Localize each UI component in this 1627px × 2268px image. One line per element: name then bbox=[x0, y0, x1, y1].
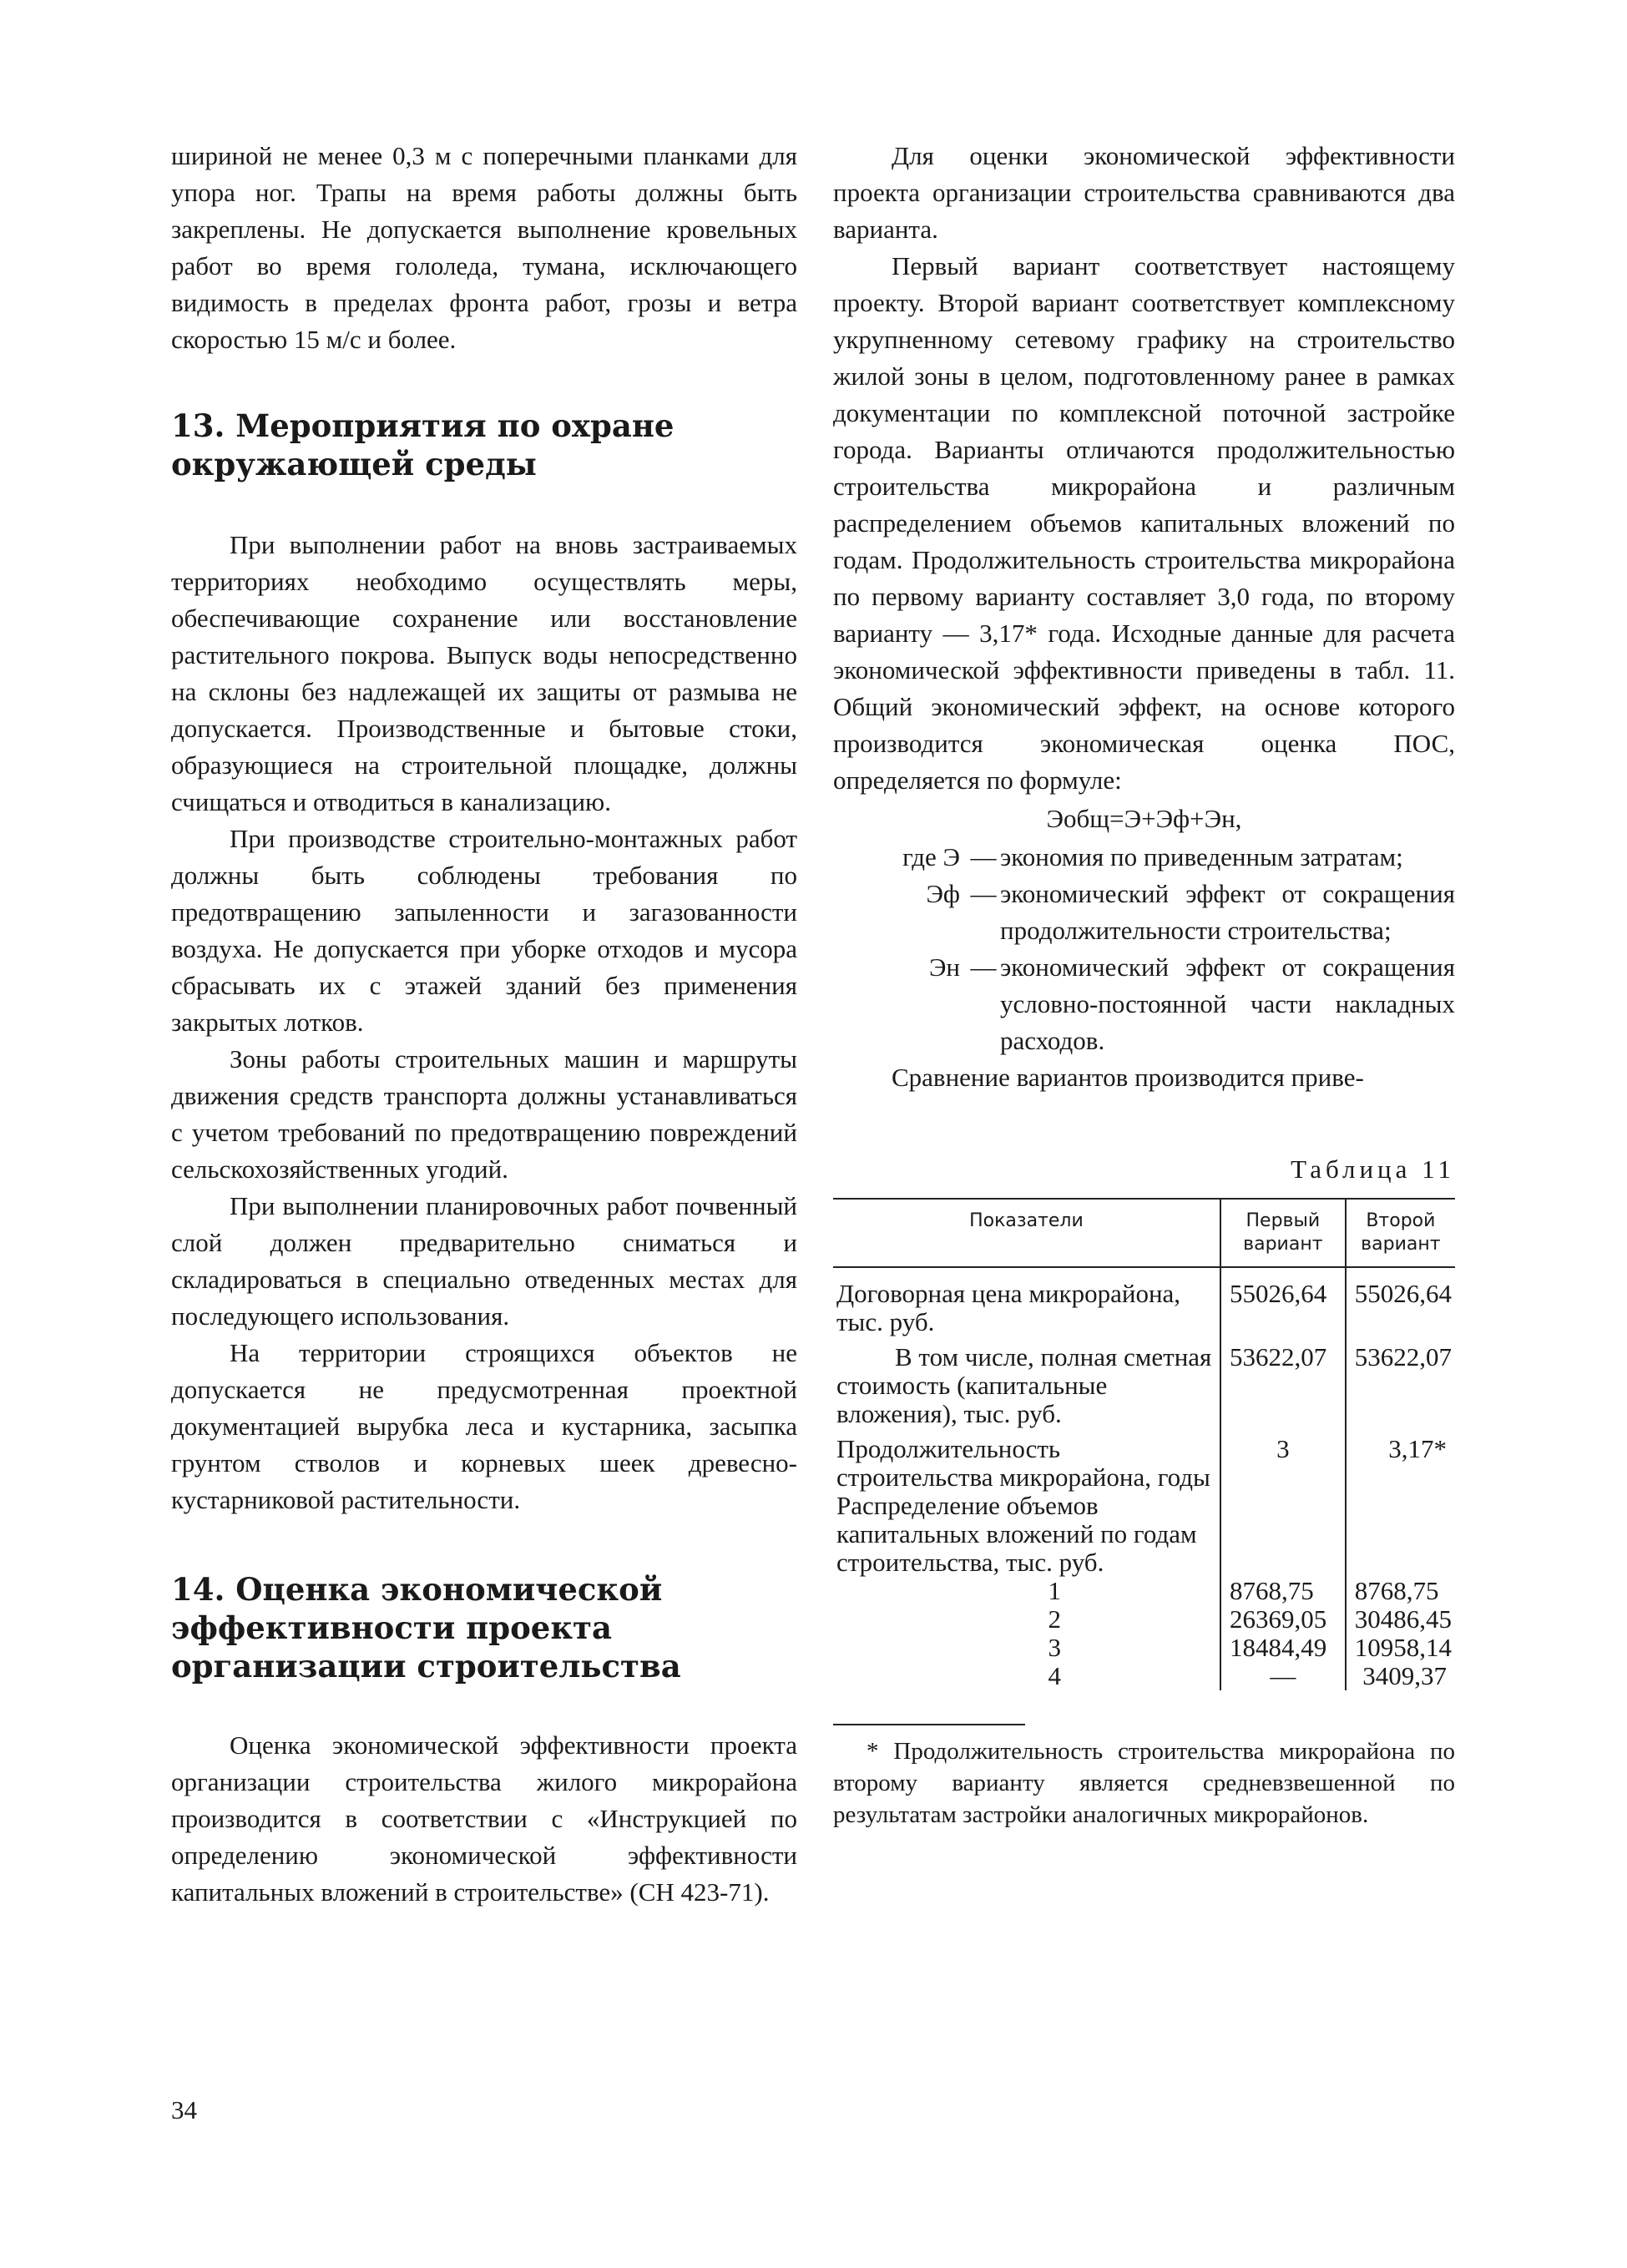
formula-legend bbox=[833, 839, 1455, 1059]
cell-variant-2 bbox=[1346, 1492, 1455, 1577]
cell-variant-2: 3409,37 bbox=[1346, 1662, 1455, 1690]
paragraph: На территории строящихся объектов не допускается не предусмотренная проектной документацией вырубка леса и кустарника, засыпка грунтом стволов и корневых шеек древесно-кустарниковой растительности. bbox=[171, 1338, 797, 1514]
table-caption: Таблица 11 bbox=[1291, 1154, 1455, 1184]
right-column bbox=[833, 138, 1455, 1831]
header-indicators: Показатели bbox=[833, 1199, 1220, 1267]
paragraph: При производстве строительно-монтажных работ должны быть соблюдены требования по предотвращению запыленности и загазованности воздуха. Не допускается при уборке отходов и мусора сбрасывать их с этажей зданий без применения закрытых лотков. bbox=[171, 824, 797, 1037]
paragraph: Сравнение вариантов производится приве- bbox=[892, 1063, 1364, 1092]
cell-variant-2: 3,17* bbox=[1346, 1428, 1455, 1492]
table-row bbox=[833, 1428, 1455, 1492]
section-heading-13: 13. Мероприятия по охране окружающей среды bbox=[171, 407, 675, 482]
cell-variant-1: 26369,05 bbox=[1220, 1605, 1346, 1634]
table-row bbox=[833, 1267, 1455, 1336]
cell-variant-1: 3 bbox=[1220, 1428, 1346, 1492]
cell-variant-2: 53622,07 bbox=[1346, 1336, 1455, 1428]
row-label: В том числе, полная сметная стоимость (капитальные вложения), тыс. руб. bbox=[836, 1342, 1212, 1428]
paragraph: Оценка экономической эффективности проекта организации строительства жилого микрорайона производится в соответствии с «Инструкцией по определению экономической эффективности капитальных вложений в строительстве» (СН 423-71). bbox=[171, 1730, 797, 1907]
table-row-year bbox=[833, 1577, 1455, 1605]
cell-variant-2: 8768,75 bbox=[1346, 1577, 1455, 1605]
cell-variant-1: 8768,75 bbox=[1220, 1577, 1346, 1605]
row-label: Договорная цена микрорайона, тыс. руб. bbox=[836, 1279, 1181, 1336]
cell-variant-1: 53622,07 bbox=[1220, 1336, 1346, 1428]
footnote-divider bbox=[833, 1724, 1025, 1725]
table-row bbox=[833, 1336, 1455, 1428]
header-variant-2: Второй вариант bbox=[1346, 1199, 1455, 1267]
paragraph: При выполнении работ на вновь застраиваемых территориях необходимо осуществлять меры, обеспечивающие сохранение или восстановление растительного покрова. Выпуск воды непосредственно на склоны без надлежащей их защиты от размыва не допускается. Производственные и бытовые стоки, образующиеся на строительной площадке, должны счищаться и отводиться в канализацию. bbox=[171, 530, 797, 816]
formula: Эобщ=Э+Эф+Эн, bbox=[1046, 804, 1242, 833]
left-column bbox=[171, 138, 797, 1911]
row-label: Распределение объемов капитальных вложений по годам строительства, тыс. руб. bbox=[836, 1491, 1197, 1577]
cell-variant-2: 10958,14 bbox=[1346, 1634, 1455, 1662]
page-number: 34 bbox=[171, 2095, 197, 2124]
legend-dash: — bbox=[970, 952, 997, 982]
legend-dash: — bbox=[970, 879, 997, 908]
footnote: * Продолжительность строительства микрорайона по второму варианту является средневзвешенной по результатам застройки аналогичных микрорайонов. bbox=[833, 1738, 1455, 1828]
cell-variant-1: 18484,49 bbox=[1220, 1634, 1346, 1662]
paragraph: Зоны работы строительных машин и маршруты движения средств транспорта должны устанавливаться с учетом требований по предотвращению повреждений сельскохозяйственных угодий. bbox=[171, 1044, 797, 1184]
legend-definition: экономия по приведенным затратам; bbox=[1000, 842, 1403, 871]
paragraph: шириной не менее 0,3 м с поперечными планками для упора ног. Трапы на время работы должны быть закреплены. Не допускается выполнение кровельных работ во время гололеда, тумана, исключающего видимость в пределах фронта работ, грозы и ветра скоростью 15 м/с и более. bbox=[171, 141, 797, 354]
table-row-year bbox=[833, 1662, 1455, 1690]
table-header-row bbox=[833, 1199, 1455, 1267]
legend-definition: экономический эффект от сокращения продолжительности строительства; bbox=[1000, 879, 1455, 945]
year-label: 3 bbox=[1048, 1633, 1061, 1662]
legend-dash: — bbox=[970, 842, 997, 871]
legend-symbol: Эн bbox=[928, 952, 960, 982]
row-label: Продолжительность строительства микрорайона, годы bbox=[836, 1434, 1210, 1492]
paragraph: Для оценки экономической эффективности проекта организации строительства сравниваются два варианта. bbox=[833, 141, 1455, 244]
cell-variant-2: 55026,64 bbox=[1346, 1267, 1455, 1336]
cell-variant-2: 30486,45 bbox=[1346, 1605, 1455, 1634]
table-row-year bbox=[833, 1634, 1455, 1662]
legend-definition: экономический эффект от сокращения условно-постоянной части накладных расходов. bbox=[1000, 952, 1455, 1055]
cell-variant-1: — bbox=[1220, 1662, 1346, 1690]
header-variant-1: Первый вариант bbox=[1220, 1199, 1346, 1267]
year-label: 2 bbox=[1048, 1604, 1061, 1634]
legend-symbol: где Э bbox=[902, 842, 960, 871]
table-row bbox=[833, 1492, 1455, 1577]
paragraph: Первый вариант соответствует настоящему проекту. Второй вариант соответствует комплексному укрупненному сетевому графику на строительство жилой зоны в целом, подготовленному ранее в рамках документации по комплексной поточной застройке города. Варианты отличаются продолжительностью строительства микрорайона и различным распределением объемов капитальных вложений по годам. Продолжительность строительства микрорайона по первому варианту составляет 3,0 года, по второму варианту — 3,17* года. Исходные данные для расчета экономической эффективности приведены в табл. 11. Общий экономический эффект, на основе которого производится экономическая оценка ПОС, определяется по формуле: bbox=[833, 251, 1455, 795]
year-label: 4 bbox=[1048, 1661, 1061, 1690]
paragraph: При выполнении планировочных работ почвенный слой должен предварительно сниматься и складироваться в специально отведенных местах для последующего использования. bbox=[171, 1191, 797, 1331]
year-label: 1 bbox=[1048, 1576, 1061, 1605]
cell-variant-1: 55026,64 bbox=[1220, 1267, 1346, 1336]
legend-symbol: Эф bbox=[926, 879, 960, 908]
table-row-year bbox=[833, 1605, 1455, 1634]
data-table bbox=[833, 1198, 1455, 1690]
section-heading-14: 14. Оценка экономической эффективности проекта организации строительства bbox=[171, 1571, 681, 1685]
cell-variant-1 bbox=[1220, 1492, 1346, 1577]
